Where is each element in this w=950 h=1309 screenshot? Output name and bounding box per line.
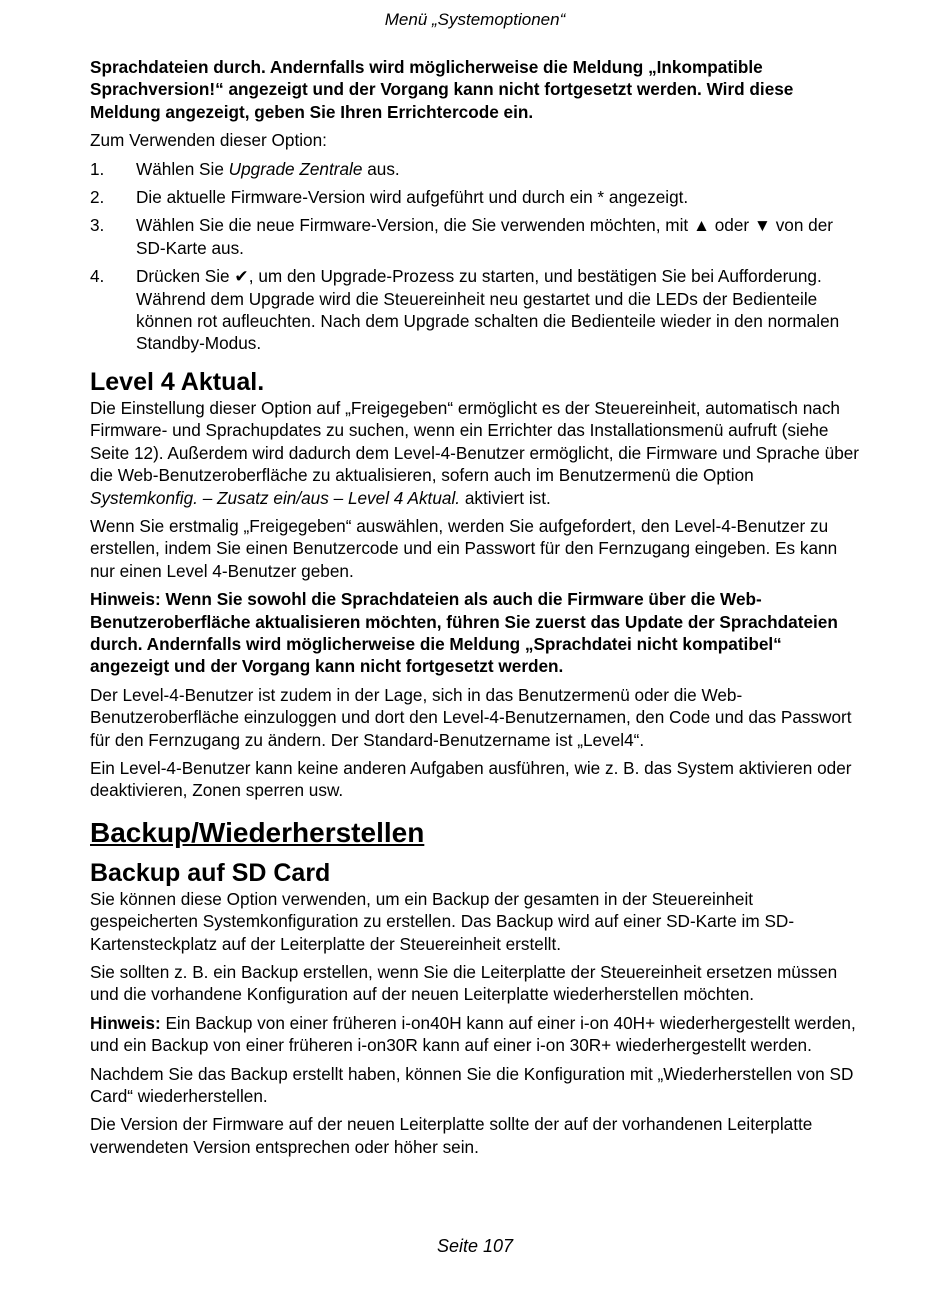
- backup-note: Hinweis: Ein Backup von einer früheren i-on40H kann auf einer i-on 40H+ wiederhergestellt werden, und ein Backup von einer früheren i-on30R kann auf einer i-on 30R+ wiederhergestellt werden.: [90, 1012, 856, 1056]
- intro-lead: Zum Verwenden dieser Option:: [90, 130, 327, 151]
- list-item: [90, 158, 865, 180]
- backup-paragraph: Nachdem Sie das Backup erstellt haben, können Sie die Konfiguration mit „Wiederherstellen von SD Card“ wiederherstellen.: [90, 1063, 854, 1107]
- backup-section-heading: Backup/Wiederherstellen: [90, 816, 425, 848]
- step-number: 1.: [90, 158, 105, 179]
- step-text: Die aktuelle Firmware-Version wird aufgeführt und durch ein * angezeigt.: [136, 187, 689, 208]
- menu-path: Systemkonfig. – Zusatz ein/aus – Level 4 Aktual.: [90, 487, 461, 508]
- step-number: 2.: [90, 187, 105, 208]
- backup-paragraph: Sie sollten z. B. ein Backup erstellen, wenn Sie die Leiterplatte der Steuereinheit ersetzen müssen und die vorhandene Konfiguration auf der neuen Leiterplatte wiederherstellen möchten.: [90, 962, 838, 1005]
- level4-note: Hinweis: Wenn Sie sowohl die Sprachdateien als auch die Firmware über die Web-Benutzeroberfläche aktualisieren möchten, führen Sie zuerst das Update der Sprachdateien durch. Andernfalls wird möglicherweise die Meldung „Sprachdatei nicht kompatibel“ angezeigt und der Vorgang kann nicht fortgesetzt werden.: [90, 589, 838, 677]
- menu-option-name: Upgrade Zentrale: [228, 158, 363, 179]
- step-text: Drücken Sie ✔, um den Upgrade-Prozess zu starten, und bestätigen Sie bei Aufforderung. Während dem Upgrade wird die Steuereinheit neu gestartet und die LEDs der Bedienteile können rot aufleuchten. Nach dem Upgrade schalten die Bedienteile wieder in den normalen Standby-Modus.: [136, 266, 840, 354]
- running-head: Menü „Systemoptionen“: [384, 10, 566, 29]
- step-list: [90, 158, 865, 355]
- page-number: Seite 107: [436, 1236, 514, 1256]
- level4-paragraph: Ein Level-4-Benutzer kann keine anderen Aufgaben ausführen, wie z. B. das System aktivieren oder deaktivieren, Zonen sperren usw.: [90, 757, 852, 801]
- note-label: Hinweis:: [90, 1012, 161, 1033]
- backup-paragraph: Die Version der Firmware auf der neuen Leiterplatte sollte der auf der vorhandenen Leiterplatte verwendeten Version entsprechen oder höher sein.: [90, 1114, 813, 1157]
- list-item: [90, 265, 865, 355]
- step-text: Wählen Sie die neue Firmware-Version, die Sie verwenden möchten, mit ▲ oder ▼ von der SD-Karte aus.: [136, 215, 834, 258]
- level4-paragraph: Der Level-4-Benutzer ist zudem in der Lage, sich in das Benutzermenü oder die Web-Benutzeroberfläche einzuloggen und dort den Level-4-Benutzernamen, den Code und das Passwort für den Fernzugang zu ändern. Der Standard-Benutzername ist „Level4“.: [90, 684, 852, 750]
- level4-paragraph: Die Einstellung dieser Option auf „Freigegeben“ ermöglicht es der Steuereinheit, automatisch nach Firmware- und Sprachupdates zu suchen, wenn ein Errichter das Installationsmenü aufruft (siehe Seite 12). Außerdem wird dadurch dem Level-4-Benutzer ermöglicht, die Firmware und Sprache über die Web-Benutzeroberfläche zu aktualisieren, sofern auch im Benutzermenü die Option Systemkonfig. – Zusatz ein/aus – Level 4 Aktual. aktiviert ist.: [90, 397, 860, 508]
- step-text: Wählen Sie Upgrade Zentrale aus.: [136, 158, 400, 179]
- list-item: [90, 186, 865, 208]
- level4-heading: Level 4 Aktual.: [90, 367, 265, 396]
- level4-paragraph: Wenn Sie erstmalig „Freigegeben“ auswählen, werden Sie aufgefordert, den Level-4-Benutzer zu erstellen, indem Sie einen Benutzercode und ein Passwort für den Fernzugang eingeben. Es kann nur einen Level 4-Benutzer geben.: [90, 515, 838, 581]
- intro-warning: Sprachdateien durch. Andernfalls wird möglicherweise die Meldung „Inkompatible Sprachversion!“ angezeigt und der Vorgang kann nicht fortgesetzt werden. Wird diese Meldung angezeigt, geben Sie Ihren Errichtercode ein.: [90, 57, 794, 122]
- list-item: [90, 214, 865, 259]
- step-number: 4.: [90, 266, 105, 287]
- content: [90, 56, 865, 1164]
- backup-paragraph: Sie können diese Option verwenden, um ein Backup der gesamten in der Steuereinheit gespeicherten Systemkonfiguration zu erstellen. Das Backup wird auf einer SD-Karte im SD-Kartensteckplatz auf der Leiterplatte der Steuereinheit erstellt.: [90, 888, 795, 954]
- step-number: 3.: [90, 215, 105, 236]
- backup-sd-heading: Backup auf SD Card: [90, 858, 331, 887]
